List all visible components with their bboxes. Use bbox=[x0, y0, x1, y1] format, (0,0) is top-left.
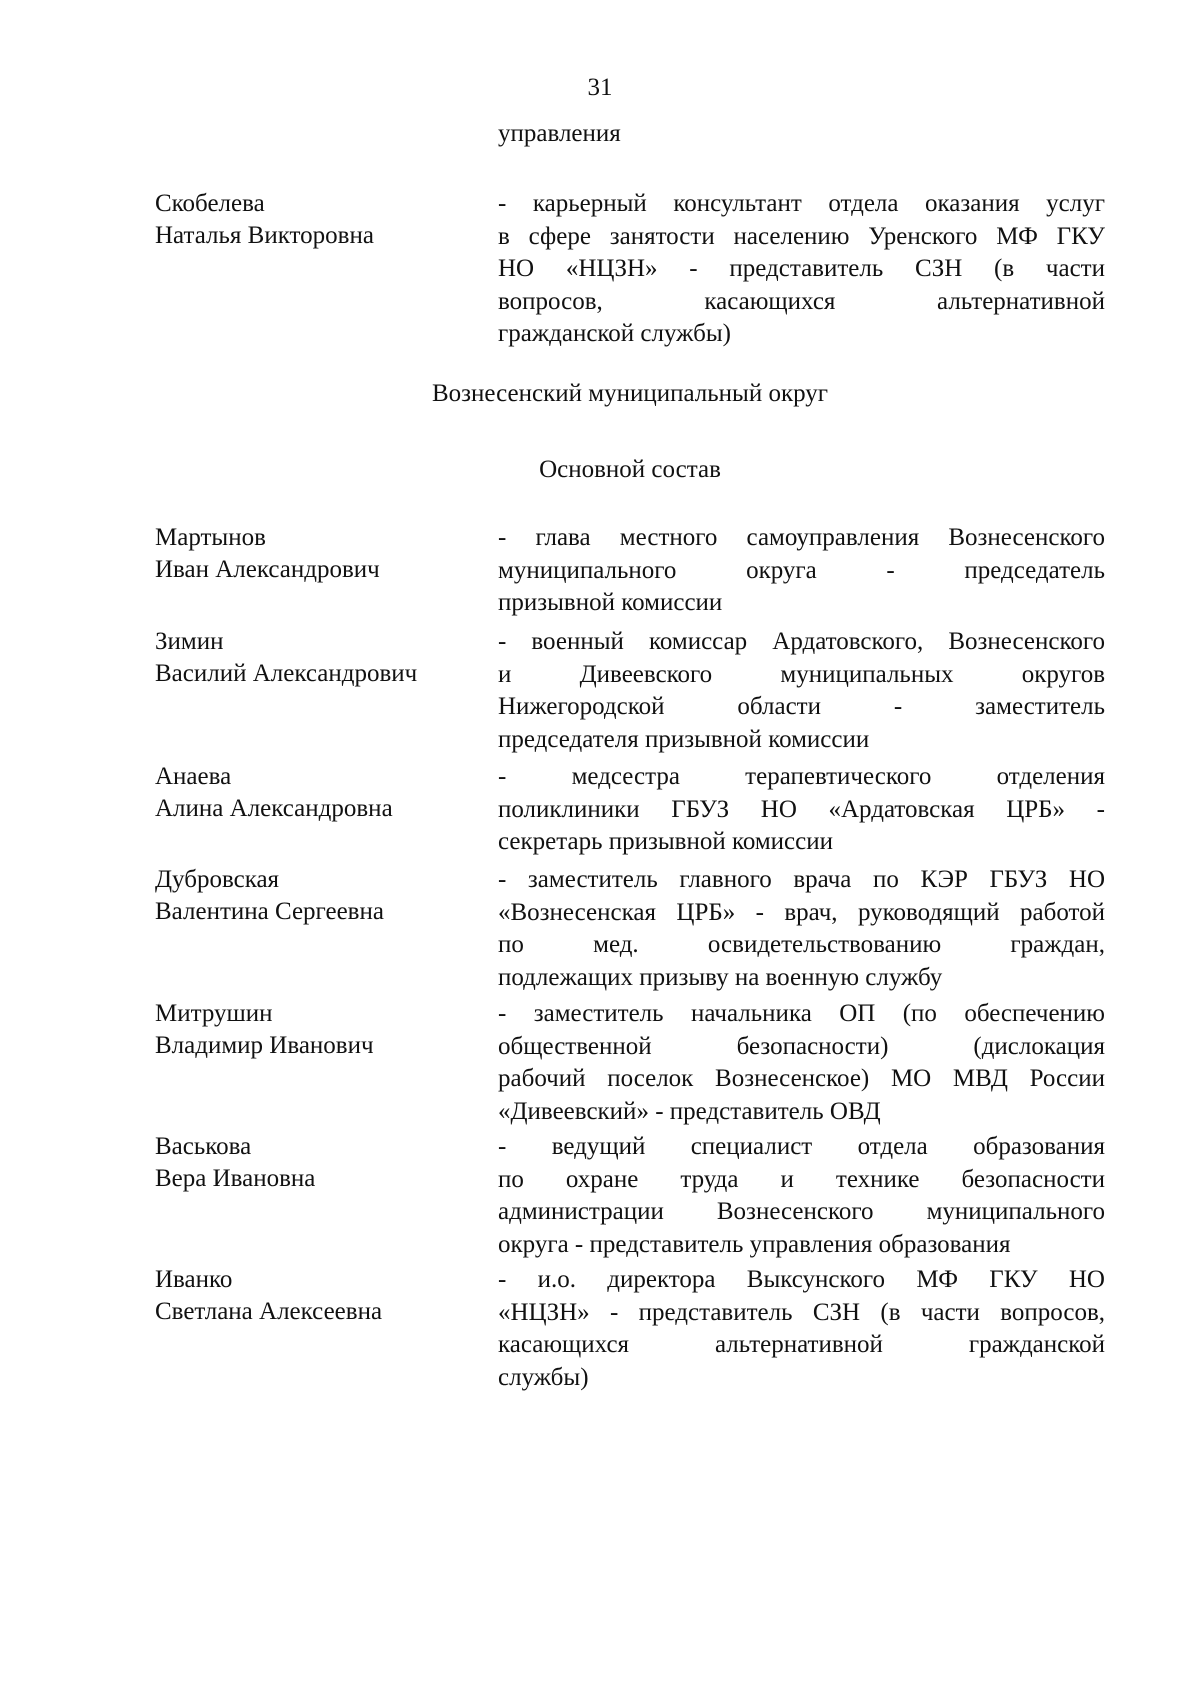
member-role bbox=[498, 761, 1105, 859]
section-heading: Основной состав bbox=[539, 456, 721, 483]
member-role bbox=[498, 998, 1105, 1128]
member-name bbox=[155, 626, 475, 690]
member-name bbox=[155, 761, 475, 825]
role-line: гражданской службы) bbox=[498, 320, 731, 347]
member-given-names: Иван Александрович bbox=[155, 556, 380, 583]
role-line: и Дивеевского муниципальных округов bbox=[498, 660, 1105, 688]
member-given-names: Светлана Алексеевна bbox=[155, 1298, 383, 1325]
role-line: - и.о. директора Выксунского МФ ГКУ НО bbox=[498, 1266, 1105, 1293]
member-given-names: Валентина Сергеевна bbox=[155, 898, 384, 925]
continuation-text: управления bbox=[498, 120, 621, 147]
member-role bbox=[498, 1131, 1105, 1261]
member-surname: Зимин bbox=[155, 628, 224, 655]
member-name bbox=[155, 188, 475, 252]
member-name bbox=[155, 522, 475, 586]
role-line: «НЦЗН» - представитель СЗН (в части вопросов, bbox=[498, 1298, 1105, 1326]
role-line: по охране труда и технике безопасности bbox=[498, 1165, 1105, 1193]
member-surname: Васькова bbox=[155, 1133, 252, 1160]
member-role bbox=[498, 522, 1105, 620]
member-name bbox=[155, 1264, 475, 1328]
member-role bbox=[498, 626, 1105, 756]
role-line: администрации Вознесенского муниципального bbox=[498, 1198, 1105, 1225]
role-line: секретарь призывной комиссии bbox=[498, 828, 834, 855]
member-surname: Дубровская bbox=[155, 866, 280, 893]
member-given-names: Наталья Викторовна bbox=[155, 222, 374, 249]
member-given-names: Василий Александрович bbox=[155, 660, 418, 687]
role-line: председателя призывной комиссии bbox=[498, 725, 870, 753]
member-name bbox=[155, 998, 475, 1062]
member-surname: Скобелева bbox=[155, 190, 265, 217]
page-number: 31 bbox=[587, 74, 613, 101]
role-line: по мед. освидетельствованию граждан, bbox=[498, 931, 1105, 958]
member-name bbox=[155, 1131, 475, 1195]
member-role bbox=[498, 864, 1105, 994]
role-line: Нижегородской области - заместитель bbox=[498, 693, 1105, 720]
role-line: подлежащих призыву на военную службу bbox=[498, 963, 943, 991]
member-given-names: Алина Александровна bbox=[155, 795, 393, 822]
role-line: - заместитель главного врача по КЭР ГБУЗ НО bbox=[498, 866, 1105, 893]
member-given-names: Владимир Иванович bbox=[155, 1032, 374, 1059]
role-line: - карьерный консультант отдела оказания услуг bbox=[498, 190, 1105, 217]
role-line: поликлиники ГБУЗ НО «Ардатовская ЦРБ» - bbox=[498, 795, 1105, 823]
role-line: - военный комиссар Ардатовского, Вознесенского bbox=[498, 628, 1105, 655]
role-line: - ведущий специалист отдела образования bbox=[498, 1133, 1105, 1160]
member-role bbox=[498, 188, 1105, 351]
member-surname: Иванко bbox=[155, 1266, 233, 1293]
role-line: призывной комиссии bbox=[498, 589, 723, 616]
role-line: - медсестра терапевтического отделения bbox=[498, 763, 1105, 790]
role-line: «Вознесенская ЦРБ» - врач, руководящий работой bbox=[498, 898, 1105, 926]
role-line: в сфере занятости населению Уренского МФ ГКУ bbox=[498, 222, 1105, 250]
role-line: службы) bbox=[498, 1363, 589, 1391]
role-line: вопросов, касающихся альтернативной bbox=[498, 287, 1105, 315]
role-line: рабочий поселок Вознесенское) МО МВД России bbox=[498, 1065, 1105, 1092]
district-heading: Вознесенский муниципальный округ bbox=[431, 380, 829, 407]
member-surname: Анаева bbox=[155, 763, 232, 790]
role-line: НО «НЦЗН» - представитель СЗН (в части bbox=[498, 255, 1105, 282]
role-line: - глава местного самоуправления Вознесенского bbox=[498, 524, 1105, 551]
role-line: касающихся альтернативной гражданской bbox=[498, 1331, 1105, 1358]
member-surname: Митрушин bbox=[155, 1000, 273, 1027]
role-line: общественной безопасности) (дислокация bbox=[498, 1032, 1105, 1060]
role-line: округа - представитель управления образования bbox=[498, 1230, 1011, 1258]
member-surname: Мартынов bbox=[155, 524, 266, 551]
role-line: «Дивеевский» - представитель ОВД bbox=[498, 1097, 881, 1125]
role-line: - заместитель начальника ОП (по обеспечению bbox=[498, 1000, 1105, 1027]
member-role bbox=[498, 1264, 1105, 1394]
role-line: муниципального округа - председатель bbox=[498, 556, 1105, 584]
member-name bbox=[155, 864, 475, 928]
member-given-names: Вера Ивановна bbox=[155, 1165, 316, 1192]
